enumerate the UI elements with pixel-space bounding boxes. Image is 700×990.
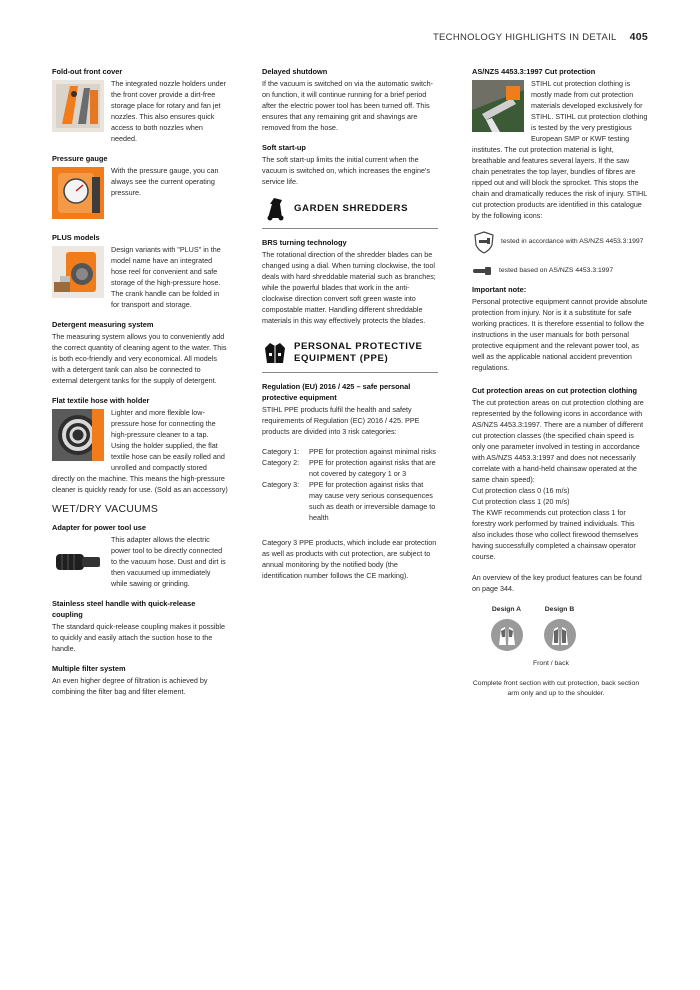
feature-detergent bbox=[52, 319, 228, 386]
icon-legend-tested bbox=[472, 230, 648, 254]
feature-title: Multiple filter system bbox=[52, 664, 126, 673]
category-description: PPE for protection against risks that are not covered by category 1 or 3 bbox=[309, 458, 436, 478]
front-back-label: Front / back bbox=[533, 660, 569, 667]
ppe-title-line-2: EQUIPMENT (PPE) bbox=[294, 353, 389, 364]
feature-title: Adapter for power tool use bbox=[52, 523, 147, 532]
feature-delayed-shutdown bbox=[262, 66, 438, 133]
icon-legend-text: tested in accordance with AS/NZS 4453.3:1997 bbox=[501, 238, 644, 245]
feature-multiple-filter bbox=[52, 663, 228, 697]
feature-text: With the pressure gauge, you can always see the current operating pressure. bbox=[111, 166, 219, 197]
feature-title: Fold-out front cover bbox=[52, 67, 123, 76]
design-a bbox=[480, 604, 533, 654]
design-b bbox=[533, 604, 586, 654]
feature-brs bbox=[262, 237, 438, 326]
risk-category-list bbox=[262, 446, 438, 523]
shield-chainsaw-icon bbox=[472, 230, 496, 254]
shredder-icon bbox=[262, 196, 288, 222]
important-note bbox=[472, 284, 648, 373]
feature-pressure-gauge bbox=[52, 153, 228, 198]
chainsaw-icon bbox=[472, 264, 494, 278]
feature-title: Delayed shutdown bbox=[262, 67, 328, 76]
feature-text: The measuring system allows you to conveniently add the correct quantity of cleaning agent to the water. This is both eco-friendly and very economical. All models with a detergent tank can also be connected to external detergent tanks for the supply of detergent. bbox=[52, 332, 227, 385]
design-caption: Complete front section with cut protection, back section arm only and up to the shoulder. bbox=[472, 680, 640, 697]
feature-soft-start bbox=[262, 142, 438, 187]
plus-models-image bbox=[52, 246, 104, 298]
feature-text: The cut protection areas on cut protection clothing are represented by the following icons in accordance with AS/NZS 4453.3:1997. There are a number of different cut protection classes (the specified chain speed is only one parameter involved in testing in accordance with AS/NZS 4453.3:1997 and does not necessarily correlate with a hand-held chainsaw operated at the same chain speed): bbox=[472, 398, 644, 484]
ppe-title-line-1: PERSONAL PROTECTIVE bbox=[294, 341, 423, 352]
feature-title: Pressure gauge bbox=[52, 154, 108, 163]
category-label: Category 1: bbox=[262, 447, 300, 456]
column-2 bbox=[262, 66, 438, 581]
risk-category-item bbox=[262, 457, 438, 479]
feature-title: BRS turning technology bbox=[262, 238, 347, 247]
feature-text: Lighter and more flexible low-pressure hose for connecting the high-pressure cleaner to a tap. Using the holder supplied, the flat textile hose can be easily rolled and unrolled and compactly stored directly on the machine. This means the high-pressure cleaner is quickly ready for use. (Sold as an accessory) bbox=[52, 408, 228, 494]
risk-category-item bbox=[262, 479, 438, 523]
feature-title: Stainless steel handle with quick-release coupling bbox=[52, 599, 196, 619]
feature-title: Cut protection areas on cut protection clothing bbox=[472, 386, 638, 395]
feature-adapter bbox=[52, 522, 228, 589]
category-label: Category 2: bbox=[262, 458, 300, 467]
section-heading-wet-dry-vacuums: WET/DRY VACUUMS bbox=[52, 504, 159, 515]
overview-reference: An overview of the key product features can be found on page 344. bbox=[472, 573, 642, 593]
category-heading-text bbox=[294, 341, 423, 365]
design-b-icon bbox=[544, 619, 576, 651]
feature-title: PLUS models bbox=[52, 233, 100, 242]
feature-plus-models bbox=[52, 221, 228, 310]
category-heading-garden-shredders bbox=[262, 196, 438, 229]
flat-hose-image bbox=[52, 409, 104, 461]
feature-stainless-handle bbox=[52, 598, 228, 654]
feature-text: STIHL cut protection clothing is mostly made from cut protection materials developed exclusively for STIHL. STIHL cut protection clothing is tested by the very prestigious European SMP or KWF testing institutes. The cut protection material is light, breathable and features several layers. If the saw chain penetrates the top layer, bundles of fibres are ripped out and will block the sprocket. This stops the chain and dramatically reduces the risk of injury. STIHL cut protection products are identified in this catalogue by the following icons: bbox=[472, 79, 648, 220]
risk-category-item bbox=[262, 446, 438, 457]
feature-title: Regulation (EU) 2016 / 425 – safe personal protective equipment bbox=[262, 382, 411, 402]
design-a-icon bbox=[491, 619, 523, 651]
feature-text: Design variants with "PLUS" in the model name have an integrated hose reel for convenient and safe storage of the high-pressure hose. The crank handle can be folded in for transport and storage. bbox=[111, 245, 221, 309]
feature-text: The standard quick-release coupling makes it possible to quickly and easily attach the suction hose to the handle. bbox=[52, 622, 225, 653]
category-heading-ppe bbox=[262, 340, 438, 373]
category-3-note: Category 3 PPE products, which include ear protection as well as products with cut protection, are subject to annual monitoring by the notified body (the identification number follows the CE marking). bbox=[262, 538, 437, 580]
chainsaw-cut-image bbox=[472, 80, 524, 132]
feature-asnzs-cut-protection bbox=[472, 66, 648, 221]
icon-legend-based bbox=[472, 264, 648, 278]
adapter-image bbox=[52, 536, 104, 588]
section-title: TECHNOLOGY HIGHLIGHTS IN DETAIL bbox=[432, 32, 617, 43]
feature-title: Soft start-up bbox=[262, 143, 306, 152]
feature-text: STIHL PPE products fulfil the health and safety requirements of Regulation (EC) 2016 / 425. PPE products are divided into 3 risk categories: bbox=[262, 405, 420, 436]
feature-title: AS/NZS 4453.3:1997 Cut protection bbox=[472, 67, 596, 76]
category-label: Category 3: bbox=[262, 480, 300, 489]
icon-legend-text: tested based on AS/NZS 4453.3:1997 bbox=[499, 267, 614, 274]
feature-cut-protection-areas bbox=[472, 385, 648, 562]
feature-text: This adapter allows the electric power tool to be directly connected to the vacuum hose. Dust and dirt is then vacuumed up immediately while sawing or grinding. bbox=[111, 535, 226, 588]
feature-regulation bbox=[262, 381, 438, 437]
feature-title: Important note: bbox=[472, 285, 527, 294]
feature-text: The soft start-up limits the initial current when the vacuum is switched on, which increases the engine's service life. bbox=[262, 155, 430, 186]
page-header bbox=[433, 32, 648, 43]
category-description: PPE for protection against minimal risks bbox=[309, 447, 437, 456]
feature-text: Personal protective equipment cannot provide absolute protection from injury. Nor is it a substitute for safe working practices. It is therefore essential to follow the instructions in the user manuals for both personal protective equipment and the relevant power tool, as well as the applicable national accident prevention regulations. bbox=[472, 297, 648, 372]
feature-text: If the vacuum is switched on via the automatic switch-on function, it will continue running for a brief period after the electric power tool has been turned off. This ensures that any remaining grit and shavings are removed from the hose. bbox=[262, 79, 433, 132]
design-icons bbox=[480, 604, 648, 654]
feature-text: The integrated nozzle holders under the front cover provide a dirt-free storage place for rotary and fan jet nozzles. This also ensures quick access to both nozzles when needed. bbox=[111, 79, 227, 143]
column-3 bbox=[472, 66, 648, 699]
cut-class-1: Cut protection class 1 (20 m/s) bbox=[472, 497, 570, 506]
feature-text: An even higher degree of filtration is achieved by combining the filter bag and filter element. bbox=[52, 676, 208, 696]
pressure-gauge-image bbox=[52, 167, 104, 219]
feature-flat-hose bbox=[52, 395, 228, 495]
feature-fold-out-cover bbox=[52, 66, 228, 144]
feature-text: The rotational direction of the shredder blades can be changed using a dial. When turning clockwise, the tool deals with hard shreddable material such as branches; while the powerful blades that work in the anti-clockwise direction convert soft green waste into compostable matter. Handling different shreddable materials in this way effectively protects the blades. bbox=[262, 250, 436, 325]
cut-class-0: Cut protection class 0 (16 m/s) bbox=[472, 486, 570, 495]
page-number: 405 bbox=[629, 31, 648, 43]
column-1 bbox=[52, 66, 228, 706]
category-heading-text: GARDEN SHREDDERS bbox=[294, 203, 409, 214]
feature-text: The KWF recommends cut protection class 1 for forestry work performed by trained individuals. This also includes those who collect firewood themselves having successfully completed a chainsaw operator course. bbox=[472, 508, 639, 561]
design-a-label: Design A bbox=[491, 606, 522, 613]
category-description: PPE for protection against risks that may cause very serious consequences such as death or irreversible damage to health bbox=[309, 480, 436, 522]
feature-title: Detergent measuring system bbox=[52, 320, 154, 329]
design-b-label: Design B bbox=[544, 606, 575, 613]
jacket-icon bbox=[262, 340, 288, 366]
feature-title: Flat textile hose with holder bbox=[52, 396, 150, 405]
fold-out-cover-image bbox=[52, 80, 104, 132]
